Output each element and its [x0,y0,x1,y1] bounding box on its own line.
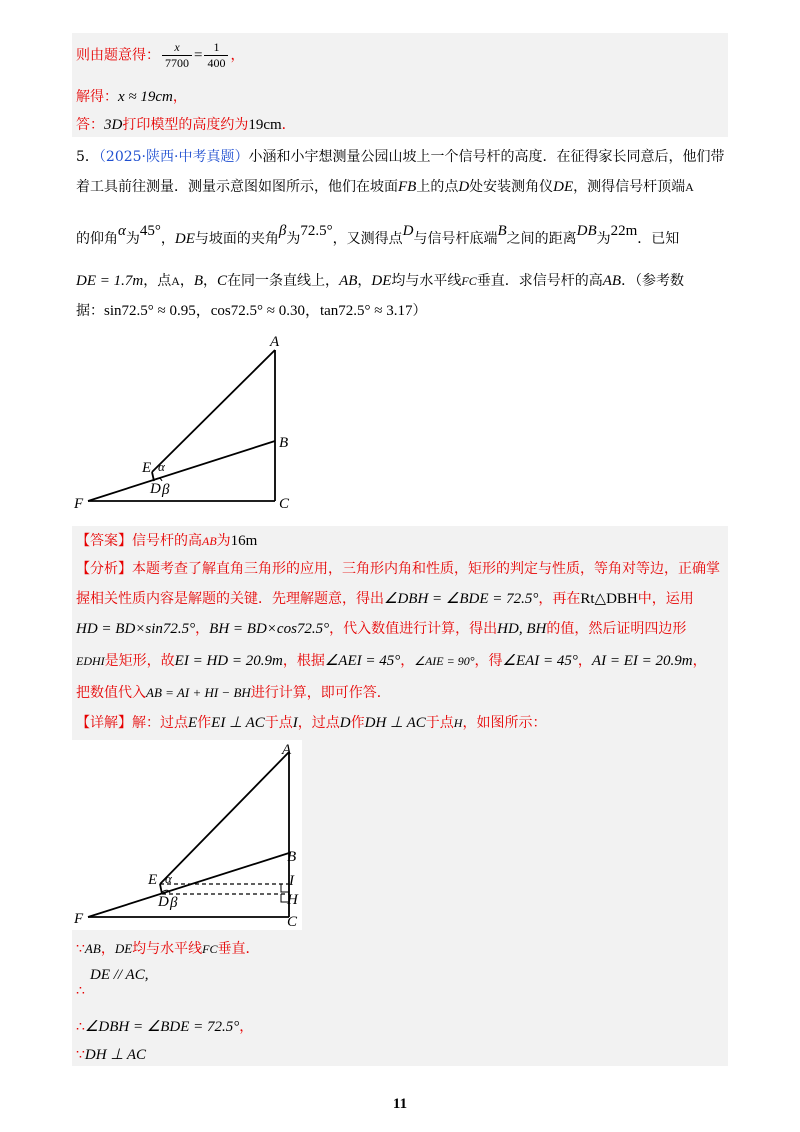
detail-line: 【详解】解：过点E作EI ⊥ AC于点I，过点D作DH ⊥ AC于点H，如图所示： [76,715,547,731]
proof-line-1: ∵AB，DE均与水平线FC垂直． [76,941,260,957]
fig2-label-beta: β [170,895,178,911]
proof-line-4: ∴∠DBH = ∠BDE = 72.5°， [76,1019,254,1035]
problem-source-tag: （2025·陕西·中考真题） [98,149,249,165]
fig2-label-C: C [287,914,298,930]
problem-line-2: 着工具前往测量．测量示意图如图所示，他们在坡面FB上的点D处安装测角仪DE，测得信号杆顶端A [76,179,694,195]
proof-line-5: ∵DH ⊥ AC [76,1047,147,1063]
fig1-label-C: C [279,496,290,512]
problem-line-1: 5．（2025·陕西·中考真题）小涵和小宇想测量公园山坡上一个信号杆的高度．在征得家长同意后，他们带 [76,149,725,165]
analysis-line-5: 把数值代入AB = AI + HI − BH进行计算，即可作答． [76,685,391,701]
analysis-line-2: 握相关性质内容是解题的关键．先理解题意，得出∠DBH = ∠BDE = 72.5°，再在Rt△DBH中，运用 [76,591,694,607]
figure-1-diagram [70,332,300,517]
fig1-label-beta: β [162,482,170,498]
proof-line-3: ∴ [76,983,85,999]
fig2-line-FB [88,853,289,917]
fig2-label-D: D [158,894,169,910]
fig2-label-I: I [289,873,294,889]
fig2-label-alpha: α [165,871,172,886]
analysis-line-3: HD = BD×sin72.5°，BH = BD×cos72.5°，代入数值进行计算，得出HD, BH的值，然后证明四边形 [76,621,687,637]
fig2-label-E: E [148,872,158,888]
page-number: 11 [392,1096,408,1112]
problem-line-3: 的仰角α为45°，DE与坡面的夹角β为72.5°，又测得点D与信号杆底端B之间的距离DB为22m．已知 [76,223,680,247]
solution-line-equation: 则由题意得： $\frac{x}{7700}$ = $\frac{1}{400}$ ， [76,40,245,70]
problem-line-4: DE = 1.7m，点A，B，C在同一条直线上，AB，DE均与水平线FC垂直．求信号杆的高AB．（参考数 [76,273,685,289]
proof-line-2: DE // AC, [90,967,149,983]
fig1-label-A: A [270,334,280,350]
problem-line-5: 据：sin72.5° ≈ 0.95，cos72.5° ≈ 0.30，tan72.5° ≈ 3.17） [76,303,427,319]
solution-line-result: 解得：x ≈ 19cm， [76,89,187,105]
fig2-label-F: F [74,911,84,927]
analysis-line-1: 【分析】本题考查了解直角三角形的应用，三角形内角和性质，矩形的判定与性质，等角对等边，正确掌 [76,561,720,577]
fig1-label-alpha: α [158,459,165,474]
fig2-line-EA [160,752,289,884]
fig1-line-FB [88,441,275,501]
figure-2-diagram [72,740,302,930]
fig1-label-E: E [142,460,152,476]
fig2-label-B: B [287,849,297,865]
fig2-line-DE [160,884,162,894]
fig2-label-A: A [282,742,292,758]
analysis-line-4: EDHI是矩形，故EI = HD = 20.9m，根据∠AEI = 45°，∠AIE = 90°，得∠EAI = 45°，AI = EI = 20.9m， [76,653,707,669]
fig2-label-H: H [287,892,298,908]
fig1-line-EA [152,350,275,472]
fig1-label-D: D [150,481,161,497]
solution-line-answer: 答：3D打印模型的高度约为19cm． [76,117,296,133]
fig1-label-F: F [74,496,84,512]
answer-line: 【答案】信号杆的高AB为16m [76,533,258,549]
fig1-label-B: B [279,435,289,451]
